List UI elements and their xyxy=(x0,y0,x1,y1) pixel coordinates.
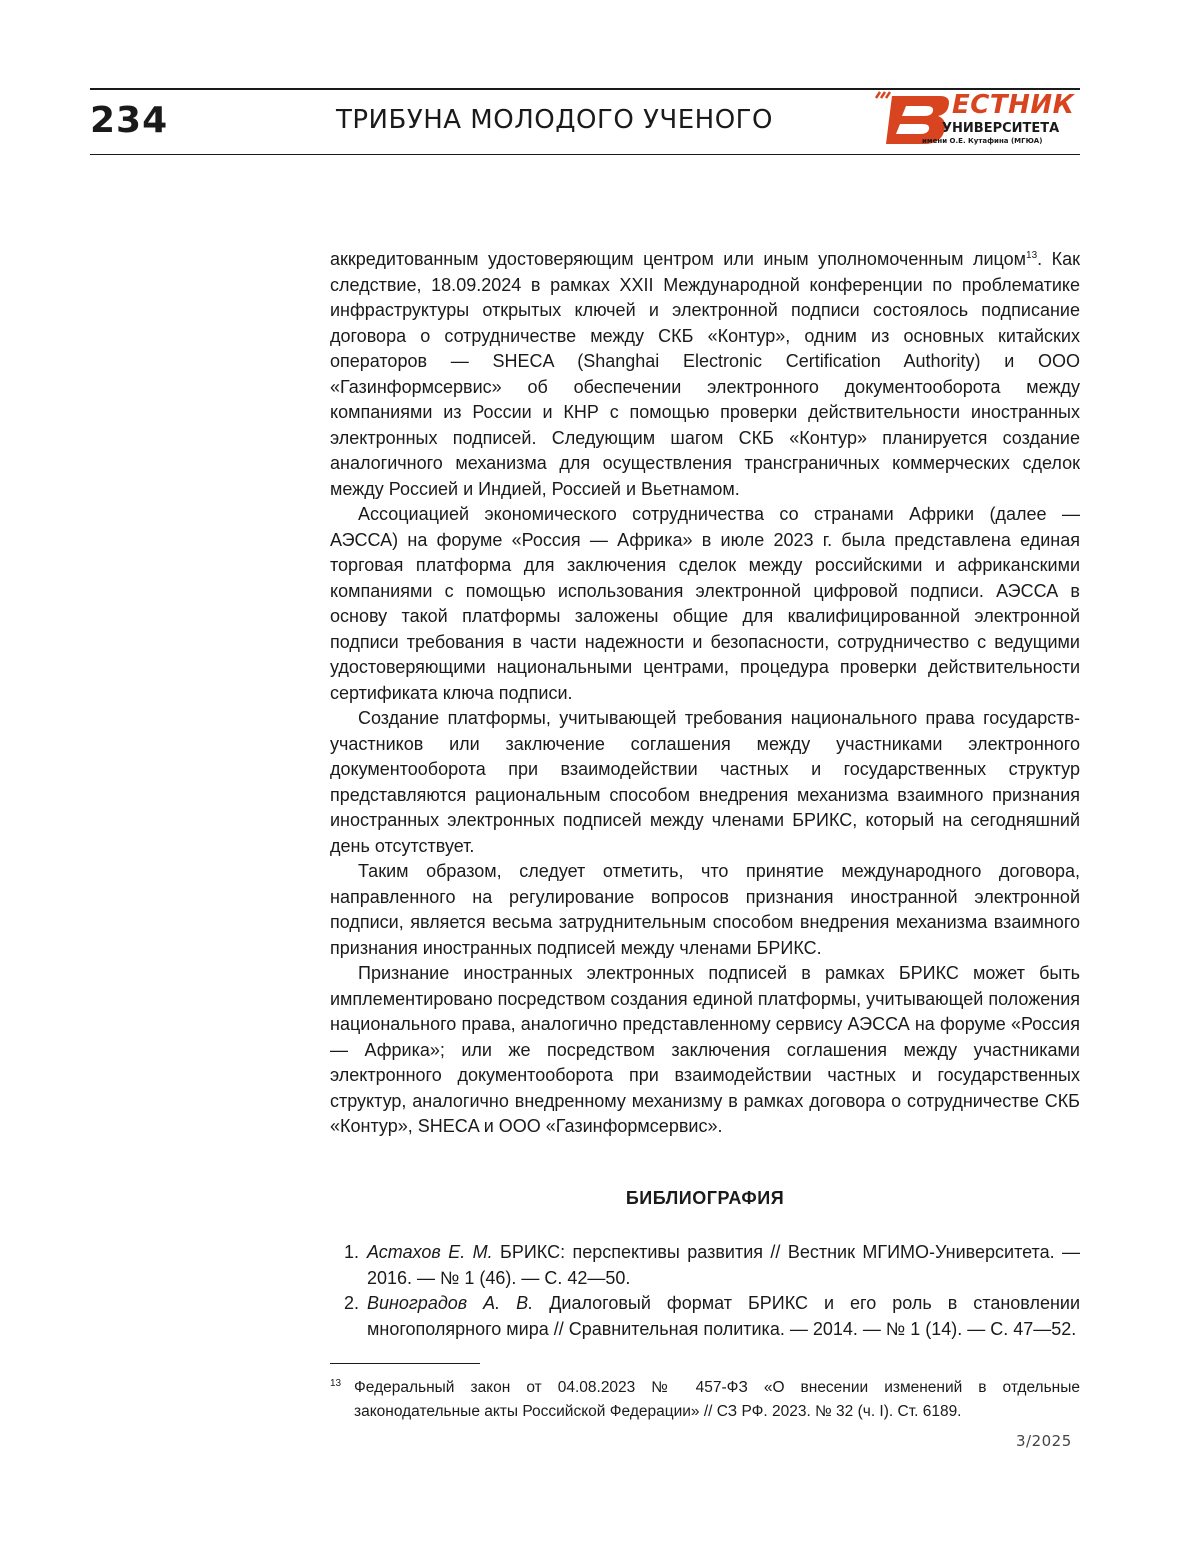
bibliography-item xyxy=(330,1240,1080,1291)
bibliography-item-text: БРИКС: перспективы развития // Вестник МГИМО-Университета. — 2016. — № 1 (46). — С. 42—50. xyxy=(367,1242,1080,1288)
footnote-13 xyxy=(330,1376,1080,1424)
logo-word: ЕСТНИК xyxy=(952,90,1074,120)
paragraph-2: Ассоциацией экономического сотрудничества со странами Африки (далее — АЭССА) на форуме «Россия — Африка» в июле 2023 г. была представлена единая торговая платформа для заключения сделок между российскими и африканскими компаниями с помощью использования электронной цифровой подписи. АЭССА в основу такой платформы заложены общие для квалифицированной электронной подписи требования в части надежности и безопасности, сотрудничество с ведущими удостоверяющими национальными центрами, процедура проверки действительности сертификата ключа подписи. xyxy=(330,502,1080,706)
issue-number: 3/2025 xyxy=(1016,1432,1072,1450)
page-header xyxy=(90,88,1080,155)
bibliography-heading: БИБЛИОГРАФИЯ xyxy=(330,1188,1080,1209)
bibliography-item-author: Астахов Е. М. xyxy=(367,1242,493,1262)
logo-subtitle-2: имени О.Е. Кутафина (МГЮА) xyxy=(922,137,1042,145)
bibliography-item-author: Виноградов А. В. xyxy=(367,1293,533,1313)
bibliography-item-text: Диалоговый формат БРИКС и его роль в становлении многополярного мира // Сравнительная политика. — 2014. — № 1 (14). — С. 47—52. xyxy=(367,1293,1080,1339)
bibliography-item xyxy=(330,1291,1080,1342)
article-body xyxy=(330,247,1080,1140)
footnote-mark: 13 xyxy=(330,1372,341,1396)
bibliography-item-number: 2. xyxy=(344,1291,359,1317)
bibliography-item-number: 1. xyxy=(344,1240,359,1266)
logo-subtitle: УНИВЕРСИТЕТА xyxy=(942,121,1059,136)
paragraph-1-tail: . Как следствие, 18.09.2024 в рамках XXII Международной конференции по проблематике инфраструктуры открытых ключей и электронной подписи состоялось подписание договора о сотрудничестве между СКБ «Контур», одним из основных китайских операторов — SHECA (Shanghai Electronic Certification Authority) и ООО «Газинформсервис» об обеспечении электронного документооборота между компаниями из России и КНР с помощью проверки действительности иностранных электронных подписей. Следующим шагом СКБ «Контур» планируется создание аналогичного механизма для осуществления трансграничных коммерческих сделок между Россией и Индией, Россией и Вьетнамом. xyxy=(330,249,1080,499)
footnote-ref-13[interactable]: 13 xyxy=(1026,250,1037,261)
paragraph-1 xyxy=(330,247,1080,502)
footnote-divider xyxy=(330,1363,480,1364)
journal-logo xyxy=(870,90,1080,150)
section-title: ТРИБУНА МОЛОДОГО УЧЕНОГО xyxy=(336,105,773,135)
paragraph-3: Создание платформы, учитывающей требования национального права государств-участников или заключение соглашения между участниками электронного документооборота при взаимодействии частных и государственных структур представляются рациональным способом внедрения механизма взаимного признания иностранных электронных подписей между членами БРИКС, который на сегодняшний день отсутствует. xyxy=(330,706,1080,859)
paragraph-4: Таким образом, следует отметить, что принятие международного договора, направленного на регулирование вопросов признания иностранной электронной подписи, является весьма затруднительным способом внедрения механизма взаимного признания иностранных подписей между членами БРИКС. xyxy=(330,859,1080,961)
page-number: 234 xyxy=(90,100,168,141)
paragraph-1-text: аккредитованным удостоверяющим центром или иным уполномоченным лицом xyxy=(330,249,1026,269)
paragraph-5: Признание иностранных электронных подписей в рамках БРИКС может быть имплементировано посредством создания единой платформы, учитывающей положения национального права, аналогично представленному сервису АЭССА на форуме «Россия — Африка»; или же посредством заключения соглашения между участниками электронного документооборота при взаимодействии частных и государственных структур, аналогично внедренному механизму в рамках договора о сотрудничестве СКБ «Контур», SHECA и ООО «Газинформсервис». xyxy=(330,961,1080,1140)
footnote-text: Федеральный закон от 04.08.2023 № 457-ФЗ «О внесении изменений в отдельные законодательные акты Российской Федерации» // СЗ РФ. 2023. № 32 (ч. I). Ст. 6189. xyxy=(354,1379,1080,1420)
bibliography-list xyxy=(330,1240,1080,1342)
